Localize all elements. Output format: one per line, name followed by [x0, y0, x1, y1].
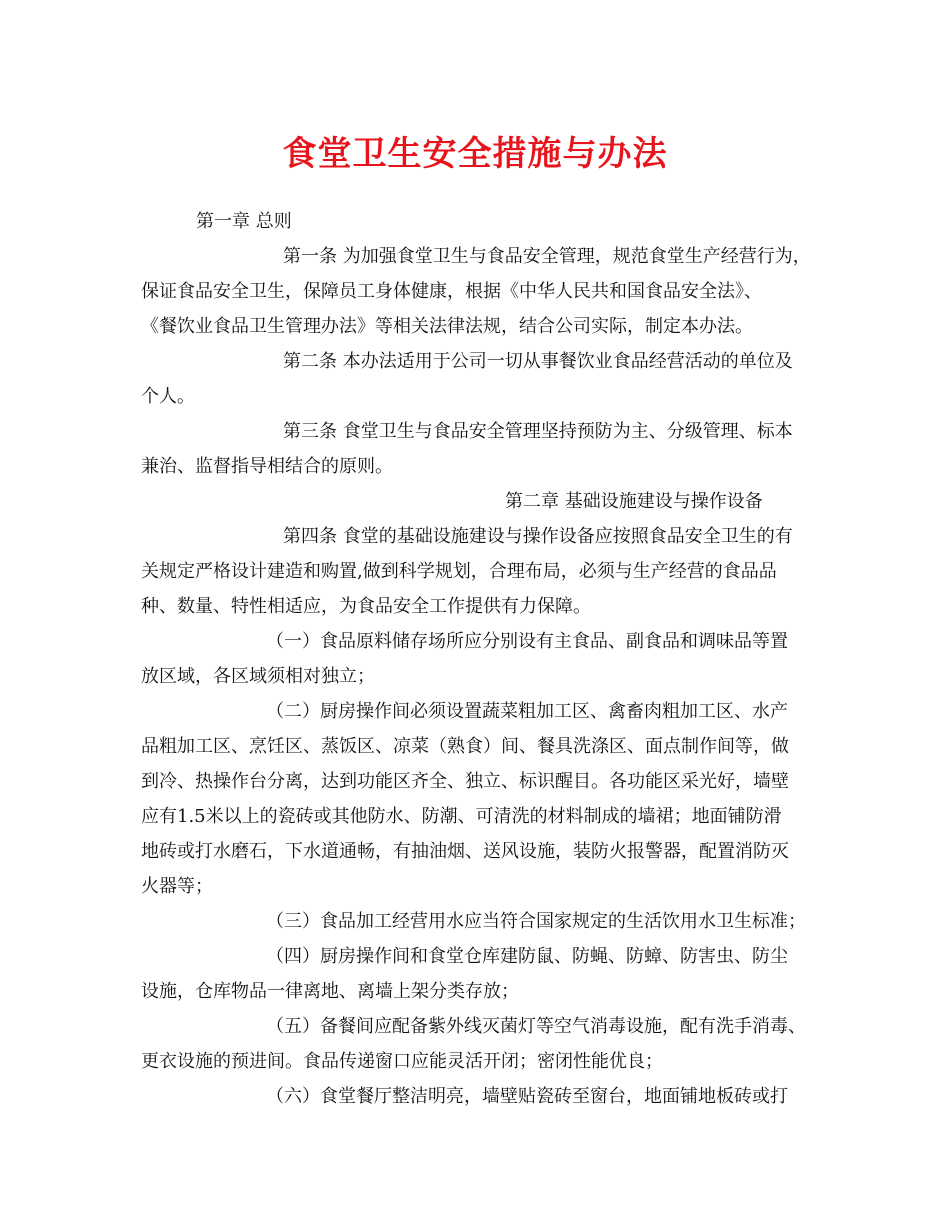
paragraph-line: 关规定严格设计建造和购置,做到科学规划，合理布局，必须与生产经营的食品品	[141, 561, 777, 582]
list-item-line: （一）食品原料储存场所应分别设有主食品、副食品和调味品等置	[266, 631, 788, 652]
list-item-line: （六）食堂餐厅整洁明亮，墙壁贴瓷砖至窗台，地面铺地板砖或打	[266, 1086, 788, 1107]
chapter-heading: 第一章 总则	[196, 211, 292, 232]
chapter-heading: 第二章 基础设施建设与操作设备	[505, 491, 763, 512]
list-item-line: （五）备餐间应配备紫外线灭菌灯等空气消毒设施，配有洗手消毒、	[266, 1016, 806, 1037]
list-item-line: 地砖或打水磨石，下水道通畅，有抽油烟、送风设施，装防火报警器，配置消防灭	[141, 841, 789, 862]
paragraph-line: 保证食品安全卫生，保障员工身体健康，根据《中华人民共和国食品安全法》、	[141, 281, 762, 302]
list-item-line: 更衣设施的预进间。食品传递窗口应能灵活开闭；密闭性能优良；	[141, 1051, 663, 1072]
list-item-line: 设施，仓库物品一律离地、离墙上架分类存放；	[141, 981, 519, 1002]
list-item-line: 品粗加工区、烹饪区、蒸饭区、凉菜（熟食）间、餐具洗涤区、面点制作间等，做	[141, 736, 789, 757]
paragraph-line: 第三条 食堂卫生与食品安全管理坚持预防为主、分级管理、标本	[283, 421, 793, 442]
list-item-line: 应有1.5米以上的瓷砖或其他防水、防潮、可清洗的材料制成的墙裙；地面铺防滑	[141, 806, 782, 827]
list-item-line: （二）厨房操作间必须设置蔬菜粗加工区、禽畜肉粗加工区、水产	[266, 701, 788, 722]
list-item-line: 到冷、热操作台分离，达到功能区齐全、独立、标识醒目。各功能区采光好，墙壁	[141, 771, 789, 792]
paragraph-line: 第二条 本办法适用于公司一切从事餐饮业食品经营活动的单位及	[283, 351, 793, 372]
list-item-line: （三）食品加工经营用水应当符合国家规定的生活饮用水卫生标准；	[266, 911, 806, 932]
list-item-line: 火器等；	[141, 876, 213, 897]
paragraph-line: 种、数量、特性相适应，为食品安全工作提供有力保障。	[141, 596, 591, 617]
document-title: 食堂卫生安全措施与办法	[282, 134, 668, 174]
list-item-line: 放区域，各区域须相对独立；	[141, 666, 375, 687]
paragraph-line: 个人。	[141, 386, 195, 407]
paragraph-line: 第一条 为加强食堂卫生与食品安全管理，规范食堂生产经营行为，	[283, 246, 811, 267]
paragraph-line: 《餐饮业食品卫生管理办法》等相关法律法规，结合公司实际，制定本办法。	[141, 316, 753, 337]
paragraph-line: 第四条 食堂的基础设施建设与操作设备应按照食品安全卫生的有	[283, 526, 793, 547]
list-item-line: （四）厨房操作间和食堂仓库建防鼠、防蝇、防蟑、防害虫、防尘	[266, 946, 788, 967]
paragraph-line: 兼治、监督指导相结合的原则。	[141, 456, 393, 477]
